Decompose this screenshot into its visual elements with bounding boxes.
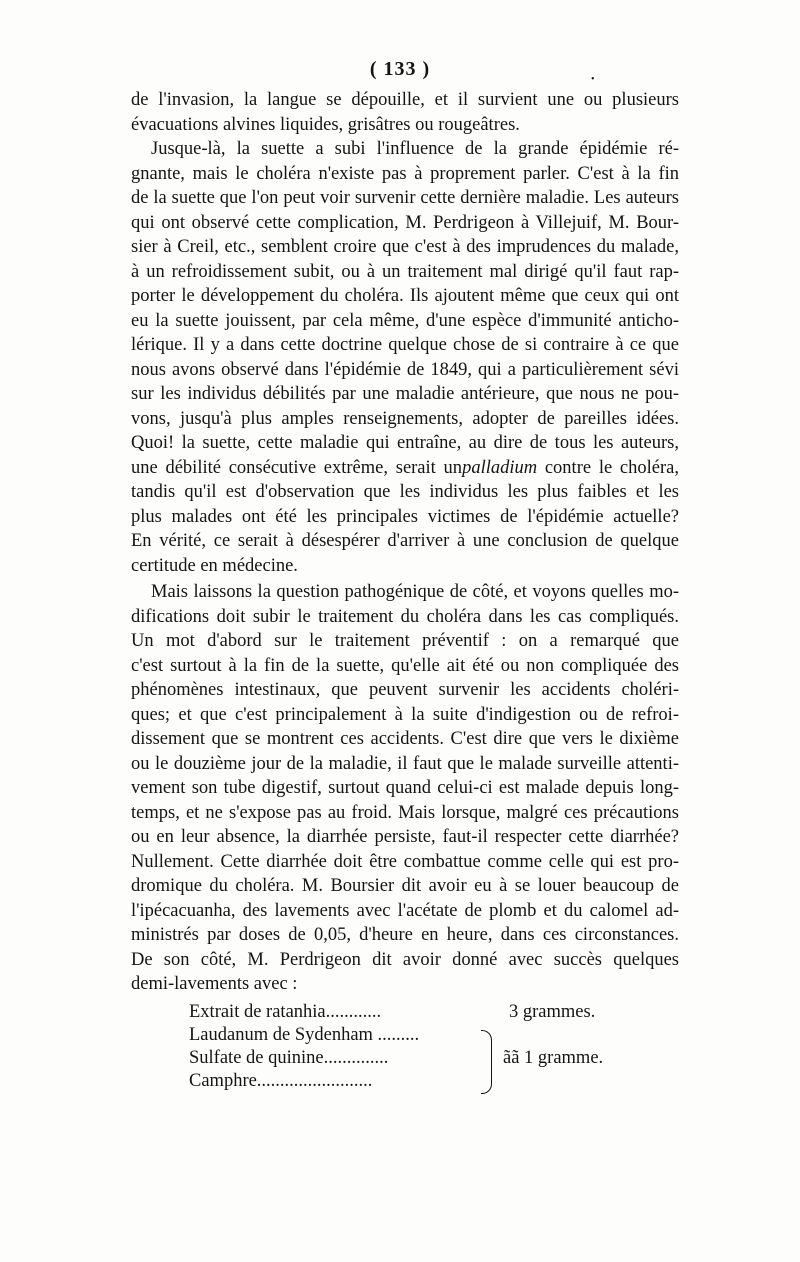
text-line: porter le développement du choléra. Ils ajoutent même que ceux qui ont xyxy=(131,286,679,306)
text-line: ques; et que c'est principalement à la suite d'indigestion ou de refroi- xyxy=(131,704,679,725)
italic-term: palladium xyxy=(462,457,538,478)
text-line: nous avons observé dans l'épidémie de 1849, qui a particulièrement sévi xyxy=(131,359,679,380)
prescription-group-quantity: ãã 1 gramme. xyxy=(503,1048,604,1068)
text-line: Jusque-là, la suette a subi l'influence de la grande épidémie ré- xyxy=(151,139,679,159)
text-segment: une débilité consécutive extrême, serait un xyxy=(131,457,463,478)
text-line: Nullement. Cette diarrhée doit être combattue comme celle qui est pro- xyxy=(131,851,679,872)
text-line: plus malades ont été les principales victimes de l'épidémie actuelle? xyxy=(131,506,679,527)
text-line: tandis qu'il est d'observation que les individus les plus faibles et les xyxy=(131,482,679,502)
text-line: En vérité, ce serait à désespérer d'arriver à une conclusion de quelque xyxy=(131,531,679,551)
text-line: à un refroidissement subit, ou à un traitement mal dirigé qu'il faut rap- xyxy=(131,261,679,282)
text-line: demi-lavements avec : xyxy=(131,974,298,994)
text-line: qui ont observé cette complication, M. Perdrigeon à Villejuif, M. Bour- xyxy=(131,212,679,233)
text-line: de la suette que l'on peut voir survenir cette dernière maladie. Les auteurs xyxy=(131,188,679,208)
text-line: difications doit subir le traitement du choléra dans les cas compliqués. xyxy=(131,606,679,627)
text-line: Quoi! la suette, cette maladie qui entraîne, au dire de tous les auteurs, xyxy=(131,433,679,453)
body-text xyxy=(131,88,679,1091)
text-line: sier à Creil, etc., semblent croire que c'est à des imprudences du malade, xyxy=(131,237,679,257)
text-line-with-italic xyxy=(131,456,679,481)
text-line: De son côté, M. Perdrigeon dit avoir donné avec succès quelques xyxy=(131,949,679,970)
text-line: vons, jusqu'à plus amples renseignements, adopter de pareilles idées. xyxy=(131,408,679,429)
text-line: ou en leur absence, la diarrhée persiste, faut-il respecter cette diarrhée? xyxy=(131,827,679,847)
brace-icon xyxy=(481,1030,492,1094)
text-line: de l'invasion, la langue se dépouille, et il survient une ou plusieurs xyxy=(131,90,679,110)
text-line: l'ipécacuanha, des lavements avec l'acétate de plomb et du calomel ad- xyxy=(131,900,679,921)
text-line: sur les individus débilités par une maladie antérieure, que nous ne pou- xyxy=(131,384,679,404)
prescription-item: Laudanum de Sydenham ......... xyxy=(189,1025,420,1045)
text-line: c'est surtout à la fin de la suette, qu'elle ait été ou non compliquée des xyxy=(131,655,679,676)
text-segment: contre le choléra, xyxy=(537,457,679,478)
text-line: Mais laissons la question pathogénique de côté, et voyons quelles mo- xyxy=(151,582,679,602)
text-line: évacuations alvines liquides, grisâtres ou rougeâtres. xyxy=(131,114,520,135)
prescription-quantity: 3 grammes. xyxy=(509,1002,596,1022)
text-line: temps, et ne s'expose pas au froid. Mais lorsque, malgré ces précautions xyxy=(131,802,679,823)
text-line: ministrés par doses de 0,05, d'heure en heure, dans ces circonstances. xyxy=(131,925,679,945)
printer-mark: • xyxy=(591,74,595,85)
text-line: phénomènes intestinaux, que peuvent survenir les accidents choléri- xyxy=(131,680,679,700)
page-number: ( 133 ) xyxy=(369,58,431,80)
text-line: Un mot d'abord sur le traitement préventif : on a remarqué que xyxy=(131,631,679,651)
text-line: dissement que se montrent ces accidents. C'est dire que vers le dixième xyxy=(131,729,679,749)
prescription-item: Camphre......................... xyxy=(189,1071,373,1091)
text-line: lérique. Il y a dans cette doctrine quelque chose de si contraire à ce que xyxy=(131,335,679,355)
text-line: ou le douzième jour de la maladie, il faut que le malade surveille attenti- xyxy=(131,753,679,774)
text-line: certitude en médecine. xyxy=(131,555,298,576)
prescription-item: Extrait de ratanhia............ xyxy=(189,1002,382,1022)
text-line: eu la suette jouissent, par cela même, d'une espèce d'immunité anticho- xyxy=(131,310,679,331)
text-line: gnante, mais le choléra n'existe pas à proprement parler. C'est à la fin xyxy=(131,163,679,184)
text-line: vement son tube digestif, surtout quand celui-ci est malade depuis long- xyxy=(131,778,679,798)
text-line: dromique du choléra. M. Boursier dit avoir eu à se louer beaucoup de xyxy=(131,876,679,896)
prescription-item: Sulfate de quinine.............. xyxy=(189,1048,389,1068)
